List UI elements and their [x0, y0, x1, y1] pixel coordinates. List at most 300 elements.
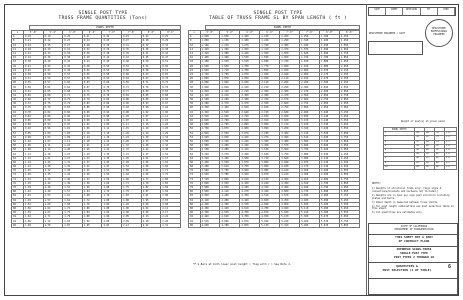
table-cell: 3.650 — [339, 131, 359, 135]
table-cell: 0.95 — [24, 131, 44, 135]
table-cell: 3.240 — [240, 139, 260, 143]
table-cell: 1.710 — [220, 68, 240, 72]
table-cell: 1.60 — [141, 165, 161, 169]
table-cell: 1.440 — [240, 51, 260, 55]
table-cell: 0.42 — [161, 51, 181, 55]
table-cell: 4.210 — [320, 160, 340, 164]
table-cell: 1.500 — [260, 51, 280, 55]
table-cell: 1.59 — [24, 211, 44, 215]
table-cell: 1.68 — [102, 185, 122, 189]
table-cell: 0.58 — [24, 85, 44, 89]
table-cell: 0.57 — [63, 77, 83, 81]
revision-header-cell: SHEET — [386, 8, 403, 15]
table-cell: 1.73 — [141, 177, 161, 181]
table-cell: 1.24 — [141, 131, 161, 135]
table-cell: 0.82 — [102, 98, 122, 102]
table-cell: 48 — [425, 148, 435, 152]
table-cell: 1.85 — [161, 181, 181, 185]
table-cell: 0.31 — [63, 47, 83, 51]
table-cell: 2.360 — [200, 106, 220, 110]
table-cell: 2.560 — [300, 93, 320, 97]
table-cell: 4.360 — [200, 211, 220, 215]
table-cell: 1.300 — [220, 47, 240, 51]
table-cell: 3.980 — [300, 156, 320, 160]
table-cell: 1.29 — [161, 131, 181, 135]
table-cell: 4.350 — [240, 194, 260, 198]
table-cell: 0.50 — [43, 72, 63, 76]
table-cell: 4.030 — [280, 165, 300, 169]
table-cell: 1.45 — [82, 169, 102, 173]
table-cell: 1.680 — [260, 60, 280, 64]
table-cell: 4.180 — [240, 185, 260, 189]
row-label-cell: 24 — [189, 72, 201, 76]
table-cell: 0.55 — [82, 72, 102, 76]
table-cell: 1.64 — [63, 198, 83, 202]
table-cell: 0.18 — [24, 35, 44, 39]
table-cell: 2.300 — [240, 93, 260, 97]
table-cell: 2.560 — [320, 89, 340, 93]
table-cell: 1.32 — [24, 177, 44, 181]
table-cell: 4.490 — [280, 185, 300, 189]
table-cell: 0.60 — [63, 81, 83, 85]
table-cell: 5.310 — [280, 223, 300, 227]
table-cell: 1.78 — [141, 181, 161, 185]
middle-title-line1: SINGLE POST TYPE — [253, 11, 303, 16]
table-cell: 0.41 — [141, 51, 161, 55]
table-cell: 3.160 — [200, 148, 220, 152]
table-cell: 1.84 — [82, 211, 102, 215]
table-cell: 5.490 — [300, 223, 320, 227]
table-cell: 1.92 — [82, 219, 102, 223]
table-cell: 1.51 — [102, 169, 122, 173]
table-cell: 1.64 — [43, 206, 63, 210]
table-cell: 3.180 — [260, 131, 280, 135]
table-cell: 50 — [425, 153, 435, 157]
table-cell: 3.400 — [200, 160, 220, 164]
table-cell: 28 — [415, 132, 425, 136]
table-cell: 4 — [384, 140, 415, 144]
table-cell: 2.450 — [220, 106, 240, 110]
table-cell: 0.49 — [63, 68, 83, 72]
table-cell: 2.090 — [300, 72, 320, 76]
table-cell: 1.07 — [141, 114, 161, 118]
table-cell: 1.15 — [24, 156, 44, 160]
row-label-cell: 76 — [189, 181, 201, 185]
table-cell: 4.450 — [300, 177, 320, 181]
row-label-cell: 6 — [12, 35, 24, 39]
table-cell: 3.410 — [240, 148, 260, 152]
table-cell: 0.40 — [43, 60, 63, 64]
table-cell: 1.60 — [43, 202, 63, 206]
table-cell: 4.300 — [280, 177, 300, 181]
table-cell: 0.58 — [102, 72, 122, 76]
table-cell: 4.550 — [339, 169, 359, 173]
column-header: 5'-6" — [43, 31, 63, 35]
table-cell: 3.4 — [444, 165, 456, 169]
table-cell: 0.79 — [63, 102, 83, 106]
row-label-cell: 40 — [189, 106, 201, 110]
table-cell: 2.22 — [161, 215, 181, 219]
table-cell: 2.470 — [240, 102, 260, 106]
revision-header — [368, 7, 456, 16]
table-cell: 5.110 — [300, 206, 320, 210]
table-cell: 4.780 — [220, 223, 240, 227]
table-cell: 52 — [425, 157, 435, 161]
table-cell: 1.740 — [280, 60, 300, 64]
row-label-cell: 74 — [12, 177, 24, 181]
table-cell: 2.150 — [339, 68, 359, 72]
table-cell: 2.750 — [300, 102, 320, 106]
row-label-cell: 54 — [189, 135, 201, 139]
table-cell: 4.540 — [300, 181, 320, 185]
table-cell: 0.75 — [82, 93, 102, 97]
small-table-title: Weight of post(s) at given panel — [401, 120, 446, 123]
row-label-cell: 74 — [189, 177, 201, 181]
table-cell: 0.48 — [82, 64, 102, 68]
table-cell: 2.18 — [141, 219, 161, 223]
table-cell: 4.440 — [200, 215, 220, 219]
table-cell: 1.880 — [200, 81, 220, 85]
row-label-cell: 86 — [12, 202, 24, 206]
table-cell: 0.64 — [122, 77, 142, 81]
table-cell: 1.650 — [339, 47, 359, 51]
table-cell: 3.750 — [280, 152, 300, 156]
table-cell: 0.31 — [24, 51, 44, 55]
table-cell: 5.300 — [300, 215, 320, 219]
table-cell: 4.040 — [200, 194, 220, 198]
table-cell: 0.41 — [24, 64, 44, 68]
table-cell: 2.720 — [240, 114, 260, 118]
column-header: 7'-0" — [102, 31, 122, 35]
table-cell: 1.720 — [300, 56, 320, 60]
table-cell: 1.11 — [102, 127, 122, 131]
table-cell: 78 — [435, 148, 445, 152]
table-cell: 2.31 — [161, 223, 181, 227]
table-cell: 1.19 — [102, 135, 122, 139]
table-cell: 2.13 — [141, 215, 161, 219]
table-cell: 0.98 — [82, 118, 102, 122]
table-cell: 1.88 — [122, 198, 142, 202]
table-cell: 0.34 — [102, 47, 122, 51]
table-cell: 2.09 — [141, 211, 161, 215]
table-cell: 4.690 — [220, 219, 240, 223]
table-cell: 0.56 — [122, 68, 142, 72]
table-cell: 1.130 — [220, 39, 240, 43]
table-cell: 1.43 — [161, 144, 181, 148]
table-cell: 3.330 — [320, 123, 340, 127]
row-label-cell: 40 — [12, 106, 24, 110]
table-cell: 2.09 — [122, 219, 142, 223]
table-cell: 1.49 — [63, 181, 83, 185]
table-cell: 0.32 — [82, 47, 102, 51]
table-cell: 3.860 — [220, 177, 240, 181]
note-item: 3) Panel depth is measured between truss chords. — [372, 200, 439, 204]
table-cell: 2.03 — [161, 198, 181, 202]
table-cell: 0.75 — [43, 102, 63, 106]
table-cell: 0.48 — [122, 60, 142, 64]
table-cell: 1.61 — [63, 194, 83, 198]
table-cell: 0.77 — [122, 89, 142, 93]
table-cell: 0.22 — [102, 35, 122, 39]
table-cell: 1.25 — [43, 160, 63, 164]
middle-band-label: PANEL DEPTH — [205, 25, 360, 30]
table-cell: 5.250 — [339, 198, 359, 202]
row-label-cell: 94 — [12, 219, 24, 223]
table-cell: 3.030 — [220, 135, 240, 139]
table-cell: 0.46 — [102, 60, 122, 64]
table-cell: 0.94 — [122, 106, 142, 110]
table-cell: 10 — [384, 165, 415, 169]
table-cell: 4.500 — [320, 173, 340, 177]
row-label-cell: 48 — [189, 123, 201, 127]
middle-quantity-table — [188, 30, 360, 228]
table-cell: 1.42 — [141, 148, 161, 152]
table-cell: 0.83 — [82, 102, 102, 106]
table-cell: 1.560 — [200, 64, 220, 68]
table-cell: 1.35 — [102, 152, 122, 156]
table-cell: 1.960 — [220, 81, 240, 85]
table-cell: 1.56 — [141, 160, 161, 164]
table-cell: 4.760 — [280, 198, 300, 202]
engineer-signature-box — [368, 41, 423, 55]
row-label-cell: 72 — [189, 173, 201, 177]
table-cell: 2.570 — [280, 98, 300, 102]
row-label-cell: 82 — [189, 194, 201, 198]
table-cell: 2.300 — [260, 89, 280, 93]
column-header: 8'-6" — [161, 31, 181, 35]
row-label-cell: 42 — [12, 110, 24, 114]
row-label-cell: 54 — [12, 135, 24, 139]
table-cell: 5.130 — [280, 215, 300, 219]
table-cell: 1.780 — [320, 56, 340, 60]
row-label-cell: 58 — [189, 144, 201, 148]
table-cell: 1.28 — [122, 139, 142, 143]
table-cell: 0.58 — [141, 68, 161, 72]
table-cell: 3 — [384, 136, 415, 140]
table-cell: 4.420 — [260, 190, 280, 194]
table-cell: 2.190 — [300, 77, 320, 81]
row-label-cell: 46 — [12, 118, 24, 122]
table-cell: 2.660 — [300, 98, 320, 102]
table-cell: 0.36 — [43, 56, 63, 60]
column-header: 8'-0" — [320, 31, 340, 35]
table-cell: 2 — [384, 132, 415, 136]
table-cell: 7 — [384, 153, 415, 157]
table-cell: 4.390 — [280, 181, 300, 185]
table-cell: 1.02 — [161, 106, 181, 110]
table-cell: 3.720 — [200, 177, 220, 181]
table-cell: 0.75 — [63, 98, 83, 102]
table-cell: 0.67 — [82, 85, 102, 89]
table-cell: 1.87 — [63, 223, 83, 227]
table-cell: 1.300 — [320, 35, 340, 39]
table-cell: 0.65 — [24, 93, 44, 97]
table-cell: 1.80 — [82, 206, 102, 210]
table-cell: 0.51 — [161, 60, 181, 64]
row-label-cell: 70 — [12, 169, 24, 173]
table-cell: 2.520 — [200, 114, 220, 118]
row-label-cell: 62 — [12, 152, 24, 156]
table-cell: 1.650 — [280, 56, 300, 60]
table-cell: 0.65 — [43, 89, 63, 93]
table-cell: 0.92 — [24, 127, 44, 131]
table-cell: 1.270 — [240, 43, 260, 47]
table-cell: 4.280 — [220, 198, 240, 202]
table-cell: 2.950 — [220, 131, 240, 135]
table-cell: 3.720 — [320, 139, 340, 143]
table-cell: 3.510 — [300, 135, 320, 139]
table-cell: 3.890 — [260, 165, 280, 169]
column-header: 8'-0" — [141, 31, 161, 35]
row-label-cell: 96 — [12, 223, 24, 227]
row-label-cell: 60 — [189, 148, 201, 152]
left-title-line1: SINGLE POST TYPE — [78, 11, 128, 16]
table-cell: 1.100 — [240, 35, 260, 39]
table-cell: 4.240 — [260, 181, 280, 185]
table-cell: 3.150 — [240, 135, 260, 139]
table-cell: 1.02 — [82, 123, 102, 127]
table-cell: 4.600 — [260, 198, 280, 202]
table-cell: 4.530 — [220, 211, 240, 215]
table-cell: 1.11 — [161, 114, 181, 118]
table-cell: 1.75 — [122, 185, 142, 189]
table-cell: 1.440 — [300, 43, 320, 47]
table-cell: 0.50 — [141, 60, 161, 64]
table-cell: 1.45 — [24, 194, 44, 198]
table-cell: 3.270 — [260, 135, 280, 139]
table-cell: 0.54 — [141, 64, 161, 68]
right-panel-divider — [366, 5, 367, 295]
table-cell: 3.480 — [280, 139, 300, 143]
table-cell: 0.68 — [43, 93, 63, 97]
table-cell: 3.620 — [260, 152, 280, 156]
column-header: 5'-6" — [220, 31, 240, 35]
table-cell: 1.68 — [63, 202, 83, 206]
table-cell: 0.88 — [24, 123, 44, 127]
table-cell: 2.22 — [141, 223, 161, 227]
table-cell: 4.150 — [260, 177, 280, 181]
table-cell: 1.71 — [161, 169, 181, 173]
table-cell: 1.60 — [82, 185, 102, 189]
table-cell: 0.54 — [102, 68, 122, 72]
table-cell: 2.650 — [260, 106, 280, 110]
table-cell: 0.73 — [122, 85, 142, 89]
table-cell: 1.000 — [200, 35, 220, 39]
table-cell: 2.280 — [200, 102, 220, 106]
table-cell: 5 — [384, 144, 415, 148]
table-cell: 1.29 — [82, 152, 102, 156]
table-cell: 3.450 — [220, 156, 240, 160]
table-cell: 3.490 — [240, 152, 260, 156]
table-cell: 1.38 — [63, 169, 83, 173]
table-cell: 1.29 — [141, 135, 161, 139]
table-cell: 0.78 — [102, 93, 122, 97]
table-cell: 0.50 — [102, 64, 122, 68]
table-cell: 0.66 — [102, 81, 122, 85]
table-cell: 3.480 — [200, 165, 220, 169]
table-cell: 2.120 — [220, 89, 240, 93]
table-cell: 5.130 — [260, 223, 280, 227]
table-cell: 0.85 — [24, 118, 44, 122]
table-cell: 0.86 — [63, 110, 83, 114]
table-cell: 2.210 — [260, 85, 280, 89]
table-cell: 0.83 — [161, 89, 181, 93]
table-cell: 0.94 — [63, 118, 83, 122]
table-cell: 2.040 — [220, 85, 240, 89]
table-cell: 0.24 — [141, 35, 161, 39]
table-cell: 1.050 — [220, 35, 240, 39]
table-cell: 1.05 — [24, 144, 44, 148]
table-cell: 3.130 — [300, 118, 320, 122]
table-cell: 1.700 — [240, 64, 260, 68]
table-cell: 44 — [425, 140, 435, 144]
table-cell: 5.180 — [320, 202, 340, 206]
row-label-cell: 36 — [189, 98, 201, 102]
table-cell: 0.47 — [161, 56, 181, 60]
table-cell: 1.31 — [102, 148, 122, 152]
table-cell: 4.440 — [220, 206, 240, 210]
row-label-cell: 14 — [189, 51, 201, 55]
table-cell: 3.700 — [220, 169, 240, 173]
table-cell: 2.850 — [339, 98, 359, 102]
table-cell: 1.35 — [24, 181, 44, 185]
table-cell: 2.850 — [300, 106, 320, 110]
table-cell: 3.0 — [444, 157, 456, 161]
table-cell: 1.52 — [161, 152, 181, 156]
table-cell: 1.20 — [141, 127, 161, 131]
table-cell: 3.150 — [339, 110, 359, 114]
row-label-cell: 16 — [189, 56, 201, 60]
table-cell: 3.630 — [320, 135, 340, 139]
table-cell: 1.95 — [82, 223, 102, 227]
table-cell: 0.93 — [43, 123, 63, 127]
row-label-cell: 46 — [189, 118, 201, 122]
table-cell: 3.2 — [444, 161, 456, 165]
table-cell: 1.62 — [161, 160, 181, 164]
table-cell: 2.200 — [200, 98, 220, 102]
table-cell: 0.64 — [63, 85, 83, 89]
table-cell: 1.64 — [82, 190, 102, 194]
table-cell: 3.390 — [280, 135, 300, 139]
table-cell: 4.600 — [320, 177, 340, 181]
table-cell: 4.850 — [280, 202, 300, 206]
table-cell: 3.140 — [320, 114, 340, 118]
table-cell: 0.79 — [82, 98, 102, 102]
table-cell: 3.110 — [280, 123, 300, 127]
row-label-cell: 88 — [189, 206, 201, 210]
table-cell: 0.61 — [161, 68, 181, 72]
post-selection-table — [383, 127, 457, 170]
table-cell: 1.16 — [141, 123, 161, 127]
column-header: L — [12, 31, 24, 35]
table-cell: 4.530 — [240, 202, 260, 206]
table-cell: 1.530 — [300, 47, 320, 51]
table-cell: 2.040 — [200, 89, 220, 93]
table-cell: 54 — [425, 161, 435, 165]
table-cell: 2.290 — [280, 85, 300, 89]
table-cell: 1.38 — [141, 144, 161, 148]
table-cell: 1.42 — [24, 190, 44, 194]
table-cell: 1.960 — [200, 85, 220, 89]
table-cell: 1.870 — [220, 77, 240, 81]
revision-header-cell: REVISION — [403, 8, 420, 15]
row-label-cell: 82 — [12, 194, 24, 198]
middle-title-line2: TABLE OF TRUSS FRAME SL BY SPAN LENGTH ( ft ) — [209, 16, 347, 21]
table-cell: 3.560 — [200, 169, 220, 173]
table-cell: 1.320 — [200, 51, 220, 55]
table-cell: 6 — [384, 148, 415, 152]
table-cell: 3.950 — [220, 181, 240, 185]
